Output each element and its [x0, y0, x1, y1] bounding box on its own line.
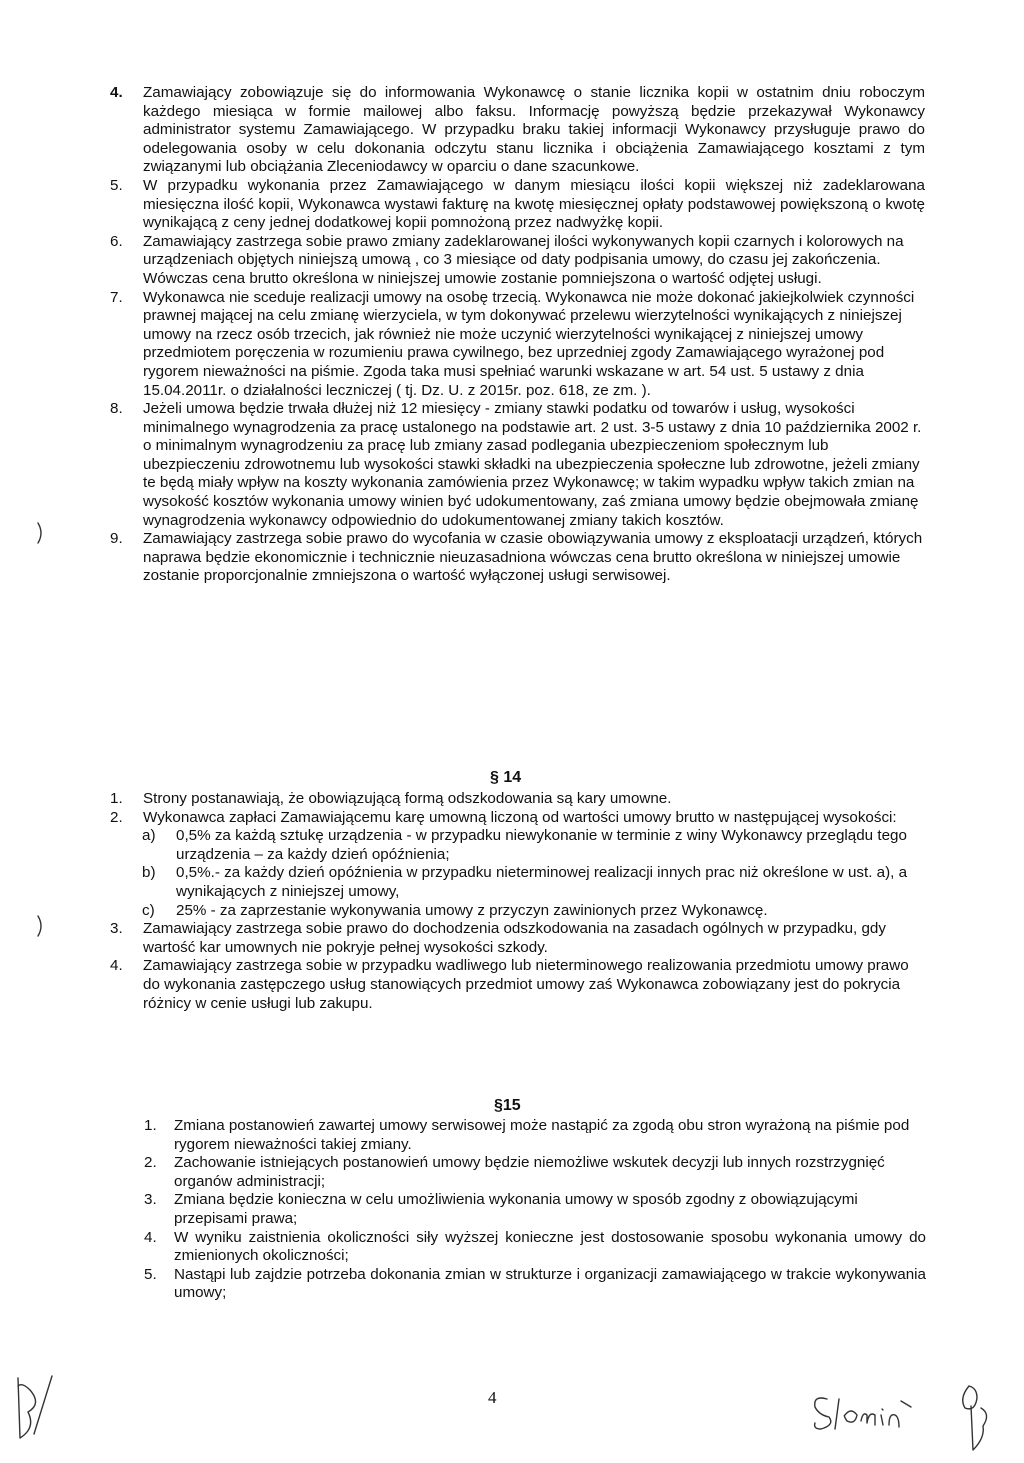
clause-text: Zamawiający zobowiązuje się do informowania Wykonawcę o stanie licznika kopii w ostatnim dniu roboczym każdego miesiąca w formie mailowej albo faksu. Informację powyższą będzie przekazywał Wykonawcy administrator systemu Zamawiającego. W przypadku braku takiej informacji Wykonawcy przysługuje prawo do odelegowania osoby w celu dokonania odczytu stanu licznika i obciążenia Zamawiającego kosztami z tym związanymi lub obciążania Zleceniodawcy w oparciu o dane szacunkowe. [143, 84, 925, 176]
subclause-item [142, 902, 925, 921]
clause-item [110, 84, 925, 177]
clause-text: Jeżeli umowa będzie trwała dłużej niż 12 miesięcy - zmiany stawki podatku od towarów i usług, wysokości minimalnego wynagrodzenia za pracę ustalonego na podstawie art. 2 ust. 3-5 ustawy z dnia 10 października 2002 r. o minimalnym wynagrodzeniu za pracę lub zmiany zasad podlegania ubezpieczeniom społecznym lub ubezpieczeniu zdrowotnemu lub wysokości stawki składki na ubezpieczenia społeczne lub zdrowotne, jeżeli zmiany te będą miały wpływ na koszty wykonania zamówienia przez Wykonawcę; w takim wypadku wpływ takich zmian na wysokość kosztów wykonania umowy winien być udokumentowany, zaś zmiana umowy będzie obejmowała zmianę wynagrodzenia wykonawcy odpowiednio do udokumentowanej zmiany takich kosztów. [143, 400, 922, 529]
clause-number: 1. [144, 1117, 157, 1134]
section15-items [144, 1117, 926, 1303]
subclause-text: 0,5%.- za każdy dzień opóźnienia w przypadku nieterminowej realizacji innych prac niż określone w ust. a), a wynikających z niniejszej umowy, [176, 864, 908, 900]
subclause-letter: c) [142, 901, 155, 919]
section15-title: §15 [494, 1097, 521, 1114]
clause-number: 3. [110, 920, 123, 938]
clause-item [144, 1191, 926, 1228]
clause-item [110, 957, 925, 1013]
clause-item [110, 233, 925, 289]
handwritten-initials-right [955, 1378, 1005, 1458]
clause-number: 1. [110, 790, 123, 807]
clause-number: 3. [144, 1191, 157, 1209]
clause-item [144, 1117, 926, 1154]
clause-text: W przypadku wykonania przez Zamawiającego w danym miesiącu ilości kopii większej niż zadeklarowana miesięczna ilość kopii, Wykonawca wystawi fakturę na kwotę miesięcznej opłaty podstawowej powiększoną o kwotę wynikającą z ceny jednej dodatkowej kopii pomnożoną przez nadwyżkę kopii. [143, 176, 925, 232]
clause-number: 7. [110, 288, 123, 306]
clause-item [144, 1266, 926, 1303]
clause-item [110, 809, 925, 828]
clause-item [144, 1154, 926, 1191]
subclause-text: 25% - za zaprzestanie wykonywania umowy z przyczyn zawinionych przez Wykonawcę. [176, 901, 768, 919]
clause-number: 5. [144, 1265, 157, 1283]
clause-item [110, 920, 925, 957]
clause-item [144, 1229, 926, 1266]
clause-number: 8. [110, 400, 123, 418]
clause-text: Wykonawca nie sceduje realizacji umowy na osobę trzecią. Wykonawca nie może dokonać jakiejkolwiek czynności prawnej mającej na celu zmianę wierzyciela, w tym dokonywać przelewu wierzytelności wynikających z niniejszej umowy na rzecz osób trzecich, jak również nie może uczynić wierzytelności wynikającej z niniejszej umowy przedmiotem poręczenia w rozumieniu prawa cywilnego, bez uprzedniej zgody Zamawiającego wyrażonej pod rygorem nieważności na piśmie. Zgoda taka musi spełniać warunki wskazane w art. 54 ust. 5 ustawy z dnia 15.04.2011r. o działalności leczniczej ( tj. Dz. U. z 2015r. poz. 618, ze zm. ). [143, 288, 915, 399]
subclause-item [142, 864, 925, 901]
clause-item [110, 790, 925, 809]
clause-number: 2. [144, 1154, 157, 1172]
margin-bracket-mark [36, 522, 46, 544]
clause-text: Nastąpi lub zajdzie potrzeba dokonania zmian w strukturze i organizacji zamawiającego w trakcie wykonywania umowy; [174, 1265, 926, 1302]
clause-text: Zmiana postanowień zawartej umowy serwisowej może nastąpić za zgodą obu stron wyrażoną na piśmie pod rygorem nieważności takiej zmiany. [174, 1117, 910, 1153]
clause-text: Zmiana będzie konieczna w celu umożliwienia wykonania umowy w sposób zgodny z obowiązującymi przepisami prawa; [174, 1191, 858, 1227]
subclause-text: 0,5% za każdą sztukę urządzenia - w przypadku niewykonanie w terminie z winy Wykonawcy przeglądu tego urządzenia – za każdy dzień opóźnienia; [176, 827, 907, 863]
clause-number: 4. [144, 1228, 157, 1246]
clause-number: 2. [110, 808, 123, 826]
page-number: 4 [488, 1388, 497, 1407]
clause-text: Strony postanawiają, że obowiązującą formą odszkodowania są kary umowne. [143, 790, 672, 807]
clause-number: 4. [110, 957, 123, 975]
subclause-letter: b) [142, 864, 156, 882]
clause-item [110, 400, 925, 530]
handwritten-initials-left [8, 1368, 58, 1448]
clause-text: W wyniku zaistnienia okoliczności siły wyższej konieczne jest dostosowanie sposobu wykonania umowy do zmienionych okoliczności; [174, 1228, 926, 1265]
clause-number: 9. [110, 530, 123, 548]
clause-text: Zamawiający zastrzega sobie prawo do wycofania w czasie obowiązywania umowy z eksploatacji urządzeń, których naprawa będzie ekonomicznie i technicznie nieuzasadniona wówczas cena brutto określona w niniejszej umowie zostanie proporcjonalnie zmniejszona o wartość wyłączonej usługi serwisowej. [143, 530, 923, 585]
clause-number: 4. [110, 84, 123, 101]
clause-text: Wykonawca zapłaci Zamawiającemu karę umowną liczoną od wartości umowy brutto w następującej wysokości: [143, 808, 897, 826]
margin-bracket-mark [36, 915, 46, 937]
clause-number: 6. [110, 232, 123, 250]
section14-items [110, 790, 925, 1013]
clause-item [110, 289, 925, 401]
clause-number: 5. [110, 176, 123, 194]
section13-items [110, 84, 925, 586]
clause-item [110, 530, 925, 586]
clause-text: Zamawiający zastrzega sobie prawo do dochodzenia odszkodowania na zasadach ogólnych w przypadku, gdy wartość kar umownych nie pokryje pełnej wysokości szkody. [143, 920, 886, 956]
subclause-letter: a) [142, 827, 156, 845]
clause-text: Zamawiający zastrzega sobie prawo zmiany zadeklarowanej ilości wykonywanych kopii czarnych i kolorowych na urządzeniach objętych niniejszą umową , co 3 miesiące od daty podpisania umowy, do czasu jej zakończenia. Wówczas cena brutto określona w niniejszej umowie zostanie pomniejszona o wartość odjętej usługi. [143, 232, 904, 287]
subclause-item [142, 827, 925, 864]
handwritten-signature [805, 1385, 925, 1440]
clause-text: Zamawiający zastrzega sobie w przypadku wadliwego lub nieterminowego realizowania przedmiotu umowy prawo do wykonania zastępczego usług stanowiących przedmiot umowy zaś Wykonawca zobowiązany jest do pokrycia różnicy w cenie usługi lub zakupu. [143, 957, 909, 1012]
clause-text: Zachowanie istniejących postanowień umowy będzie niemożliwe wskutek decyzji lub innych rozstrzygnięć organów administracji; [174, 1154, 885, 1190]
section14-title: § 14 [490, 769, 522, 786]
clause-item [110, 177, 925, 233]
